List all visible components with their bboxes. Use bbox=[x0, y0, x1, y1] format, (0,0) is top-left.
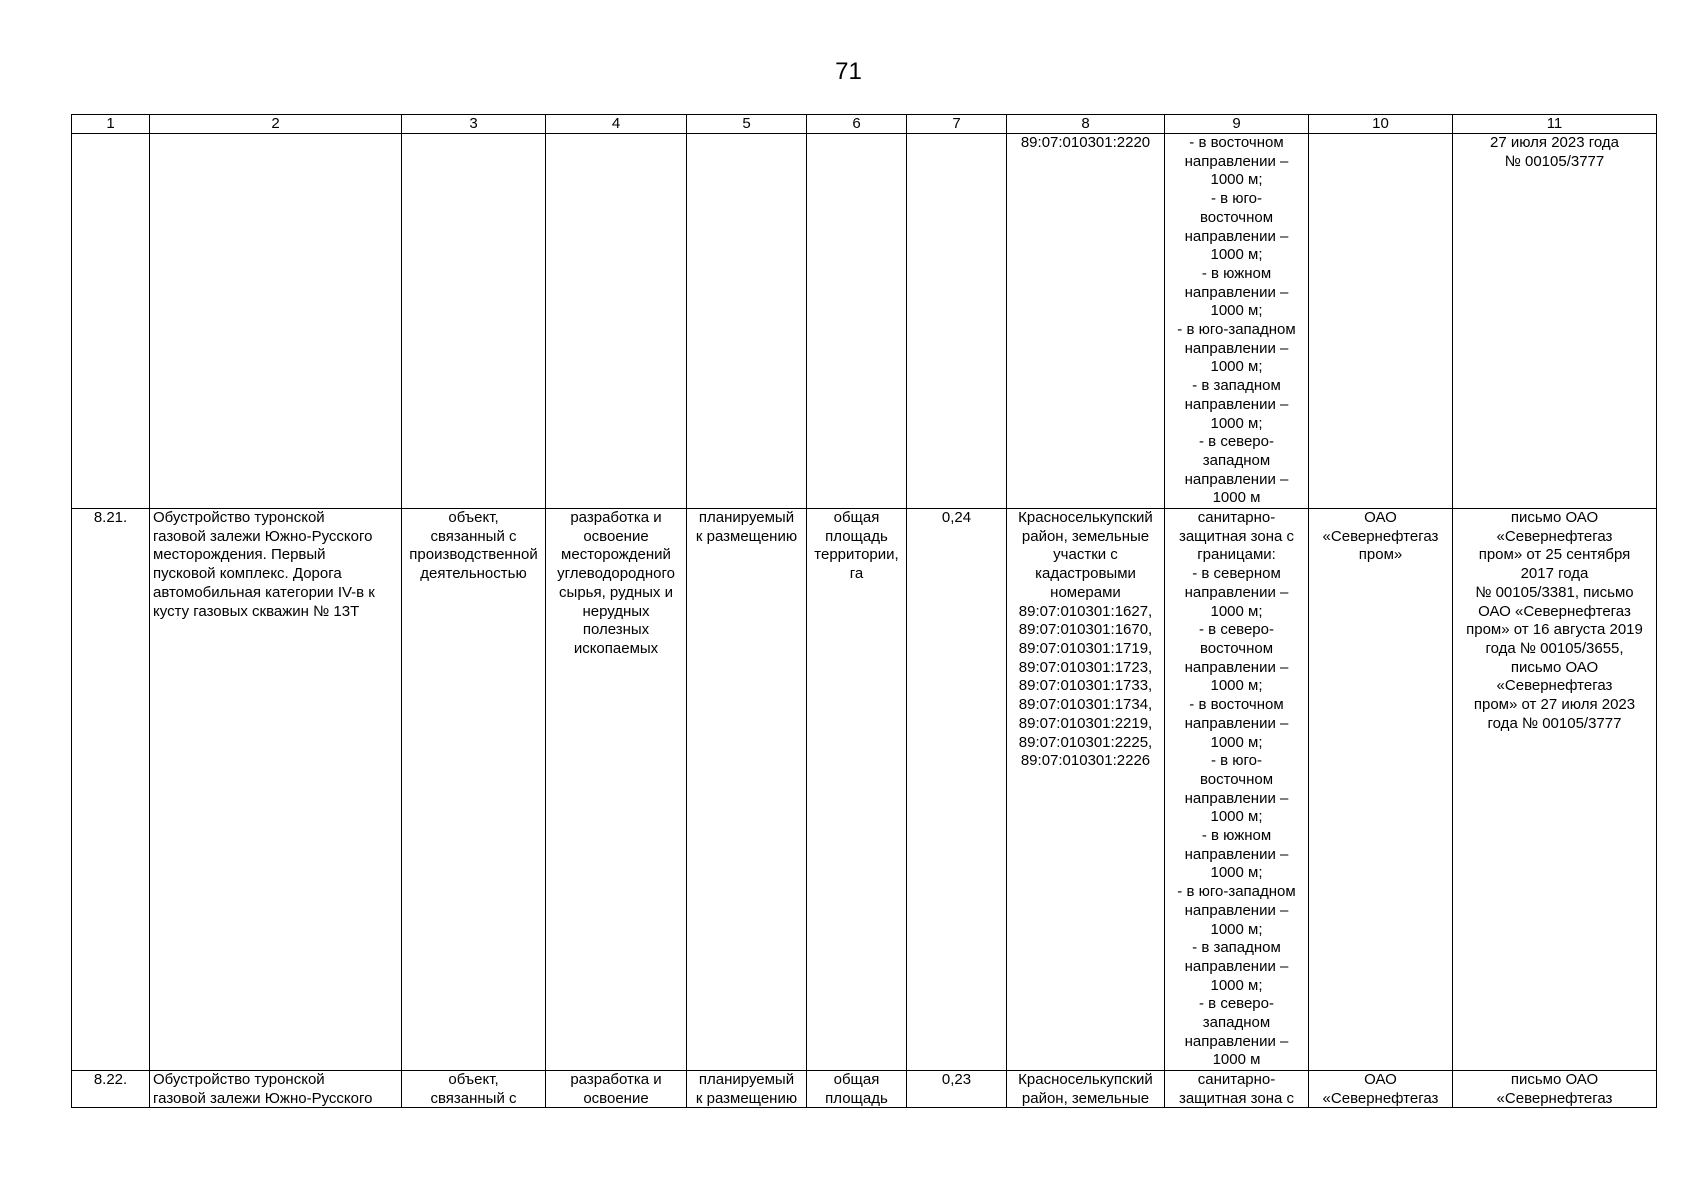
cell-owner: ОАО «Севернефтегаз пром» bbox=[1309, 509, 1453, 1071]
column-header: 4 bbox=[546, 115, 687, 134]
table-row bbox=[72, 1071, 1657, 1108]
cell-location: Красноселькупский район, земельные участки с кадастровыми номерами 89:07:010301:1627, 89:07:010301:1670, 89:07:010301:1719, 89:07:010301:1723, 89:07:010301:1733, 89:07:010301:1734, 89:07:010301:2219, 89:07:010301:2225, 89:07:010301:2226 bbox=[1007, 509, 1165, 1071]
cell-owner bbox=[1309, 134, 1453, 509]
cell-basis: 27 июля 2023 года № 00105/3777 bbox=[1453, 134, 1657, 509]
cell-object-name: Обустройство туронской газовой залежи Южно-Русского месторождения. Первый пусковой комплекс. Дорога автомобильная категории IV-в к кусту газовых скважин № 13Т bbox=[150, 509, 402, 1071]
cell-object-type: объект, связанный с bbox=[430, 1071, 517, 1107]
column-header: 1 bbox=[72, 115, 150, 134]
column-header: 10 bbox=[1309, 115, 1453, 134]
column-number-header-row bbox=[72, 115, 1657, 134]
registry-table bbox=[71, 114, 1657, 1108]
cell-zone: санитарно- защитная зона с границами: - в северном направлении – 1000 м; - в северо- восточном направлении – 1000 м; - в восточном направлении – 1000 м; - в юго- восточном направлении – 1000 м; - в южном направлении – 1000 м; - в юго-западном направлении – 1000 м; - в западном направлении – 1000 м; - в северо- западном направлении – 1000 м bbox=[1165, 509, 1309, 1071]
cell-purpose bbox=[546, 134, 687, 509]
cell-status: планируемый к размещению bbox=[687, 509, 807, 1071]
table-row bbox=[72, 509, 1657, 1071]
column-header: 9 bbox=[1165, 115, 1309, 134]
column-header: 7 bbox=[907, 115, 1007, 134]
cell-zone: - в восточном направлении – 1000 м; - в юго- восточном направлении – 1000 м; - в южном направлении – 1000 м; - в юго-западном направлении – 1000 м; - в западном направлении – 1000 м; - в северо- западном направлении – 1000 м bbox=[1165, 134, 1309, 509]
cell-parameter bbox=[807, 134, 907, 509]
column-header: 8 bbox=[1007, 115, 1165, 134]
cell-parameter: общая площадь территории, га bbox=[807, 509, 907, 1071]
column-header: 5 bbox=[687, 115, 807, 134]
cell-basis: письмо ОАО «Севернефтегаз bbox=[1496, 1071, 1613, 1107]
cell-number: 8.21. bbox=[72, 509, 150, 1071]
cell-location: 89:07:010301:2220 bbox=[1007, 134, 1165, 509]
cell-purpose: разработка и освоение месторождений углеводородного сырья, рудных и нерудных полезных ископаемых bbox=[546, 509, 687, 1071]
cell-owner: ОАО «Севернефтегаз bbox=[1322, 1071, 1439, 1107]
column-header: 3 bbox=[402, 115, 546, 134]
cell-object-name: Обустройство туронской газовой залежи Южно-Русского bbox=[153, 1071, 373, 1107]
cell-parameter: общая площадь bbox=[825, 1071, 888, 1107]
cell-status bbox=[687, 134, 807, 509]
cell-location: Красноселькупский район, земельные bbox=[1018, 1071, 1153, 1107]
cell-object-type bbox=[402, 134, 546, 509]
cell-basis: письмо ОАО «Севернефтегаз пром» от 25 сентября 2017 года № 00105/3381, письмо ОАО «Севернефтегаз пром» от 16 августа 2019 года № 00105/3655, письмо ОАО «Севернефтегаз пром» от 27 июля 2023 года № 00105/3777 bbox=[1453, 509, 1657, 1071]
cell-zone: санитарно- защитная зона с bbox=[1178, 1071, 1295, 1107]
cell-value: 0,23 bbox=[941, 1071, 972, 1089]
cell-status: планируемый к размещению bbox=[695, 1071, 798, 1107]
page-number: 71 bbox=[835, 58, 862, 85]
column-header: 2 bbox=[150, 115, 402, 134]
cell-number bbox=[72, 134, 150, 509]
cell-number: 8.22. bbox=[93, 1071, 128, 1089]
cell-object-type: объект, связанный с производственной деятельностью bbox=[402, 509, 546, 1071]
cell-purpose: разработка и освоение bbox=[570, 1071, 662, 1107]
column-header: 11 bbox=[1453, 115, 1657, 134]
cell-object-name bbox=[150, 134, 402, 509]
cell-value: 0,24 bbox=[907, 509, 1007, 1071]
cell-value bbox=[907, 134, 1007, 509]
table-row-continuation bbox=[72, 134, 1657, 509]
column-header: 6 bbox=[807, 115, 907, 134]
